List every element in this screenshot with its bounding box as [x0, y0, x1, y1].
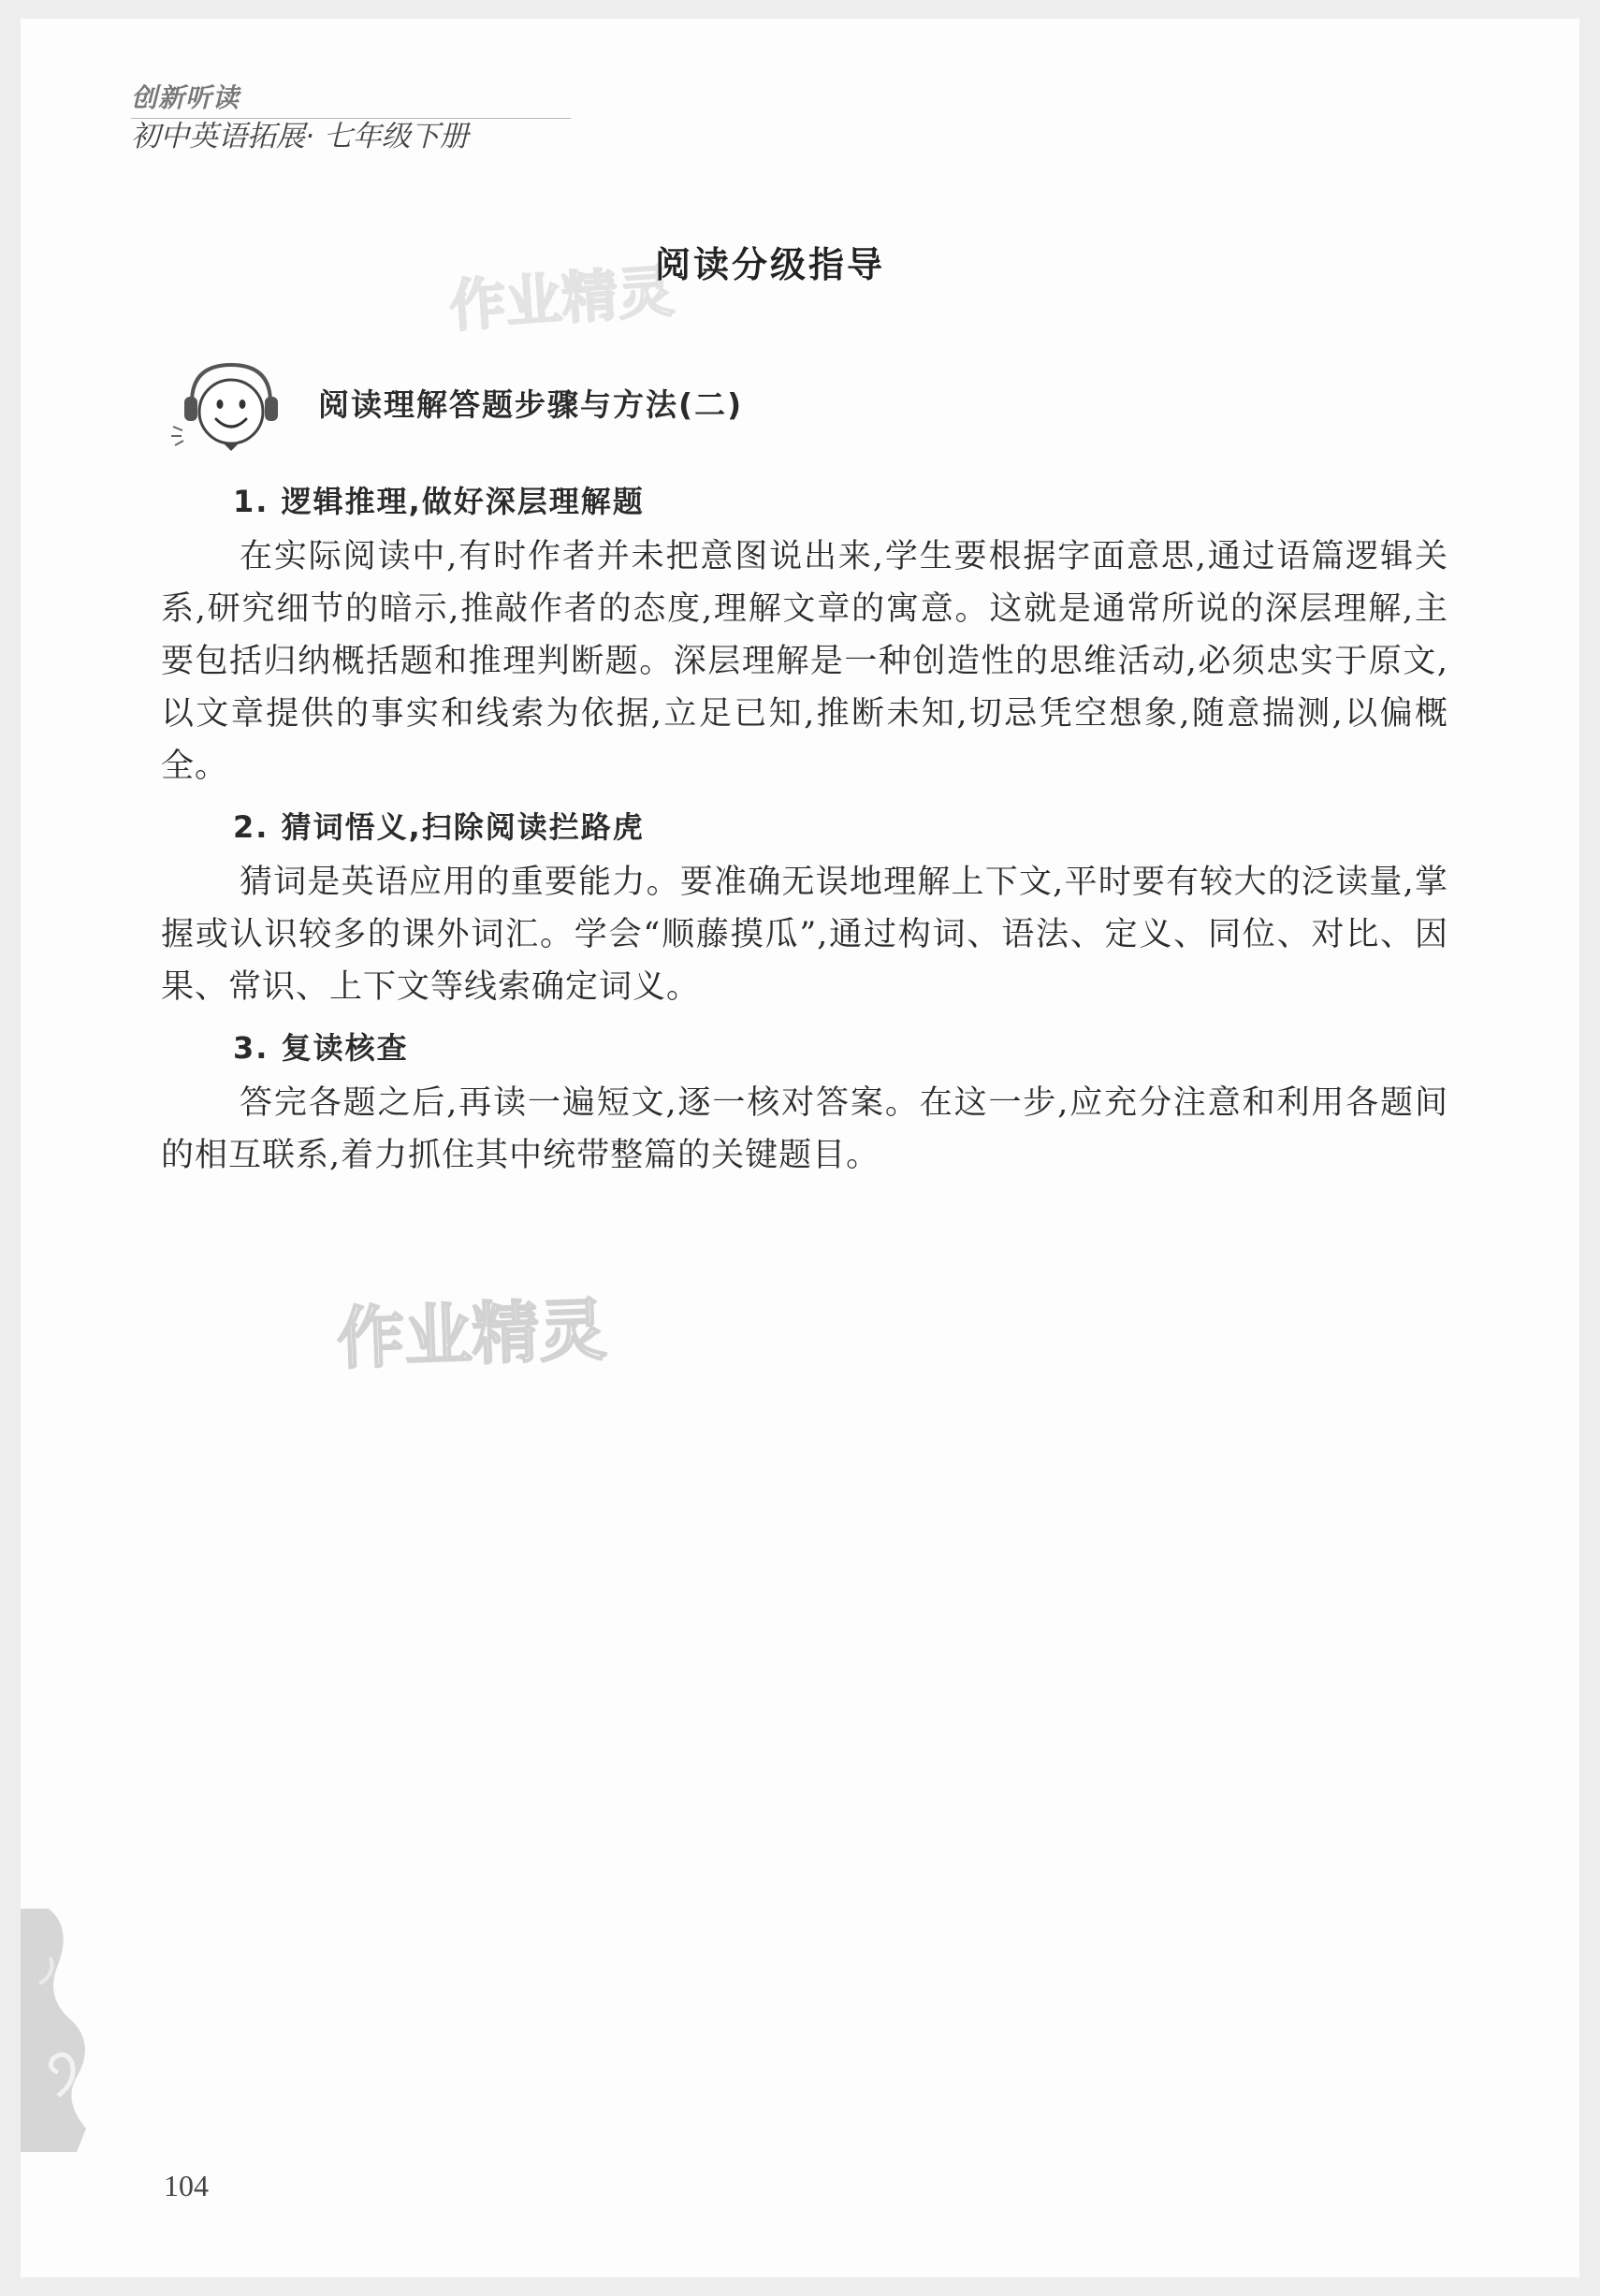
step-title: 1. 逻辑推理,做好深层理解题 [233, 484, 645, 519]
series-name: 创新听读 [131, 82, 240, 113]
step-paragraph: 答完各题之后,再读一遍短文,逐一核对答案。在这一步,应充分注意和利用各题间的相互联系,着力抓住其中统带整篇的关键题目。 [161, 1084, 1448, 1174]
article-body [161, 472, 1448, 1187]
step-section [161, 1019, 1448, 1182]
header-rule [131, 118, 571, 119]
method-heading: 阅读理解答题步骤与方法(二) [318, 386, 744, 423]
smiling-face-with-headphones-icon [164, 354, 285, 457]
cloud-ornament-icon [21, 1909, 95, 2152]
step-paragraph: 在实际阅读中,有时作者并未把意图说出来,学生要根据字面意思,通过语篇逻辑关系,研究细节的暗示,推敲作者的态度,理解文章的寓意。这就是通常所说的深层理解,主要包括归纳概括题和推理判断题。深层理解是一种创造性的思维活动,必须忠实于原文,以文章提供的事实和线索为依据,立足已知,推断未知,切忌凭空想象,随意揣测,以偏概全。 [161, 538, 1448, 785]
page-number: 104 [164, 2169, 209, 2202]
step-title: 2. 猜词悟义,扫除阅读拦路虎 [233, 809, 645, 845]
step-section [161, 798, 1448, 1013]
book-title: 初中英语拓展· 七年级下册 [131, 120, 469, 153]
step-title: 3. 复读核查 [233, 1030, 409, 1066]
step-section [161, 472, 1448, 792]
running-header [131, 82, 571, 155]
step-paragraph: 猜词是英语应用的重要能力。要准确无误地理解上下文,平时要有较大的泛读量,掌握或认识较多的课外词汇。学会“顺藤摸瓜”,通过构词、语法、定义、同位、对比、因果、常识、上下文等线索确定词义。 [161, 864, 1448, 1006]
section-title: 阅读分级指导 [655, 244, 886, 285]
